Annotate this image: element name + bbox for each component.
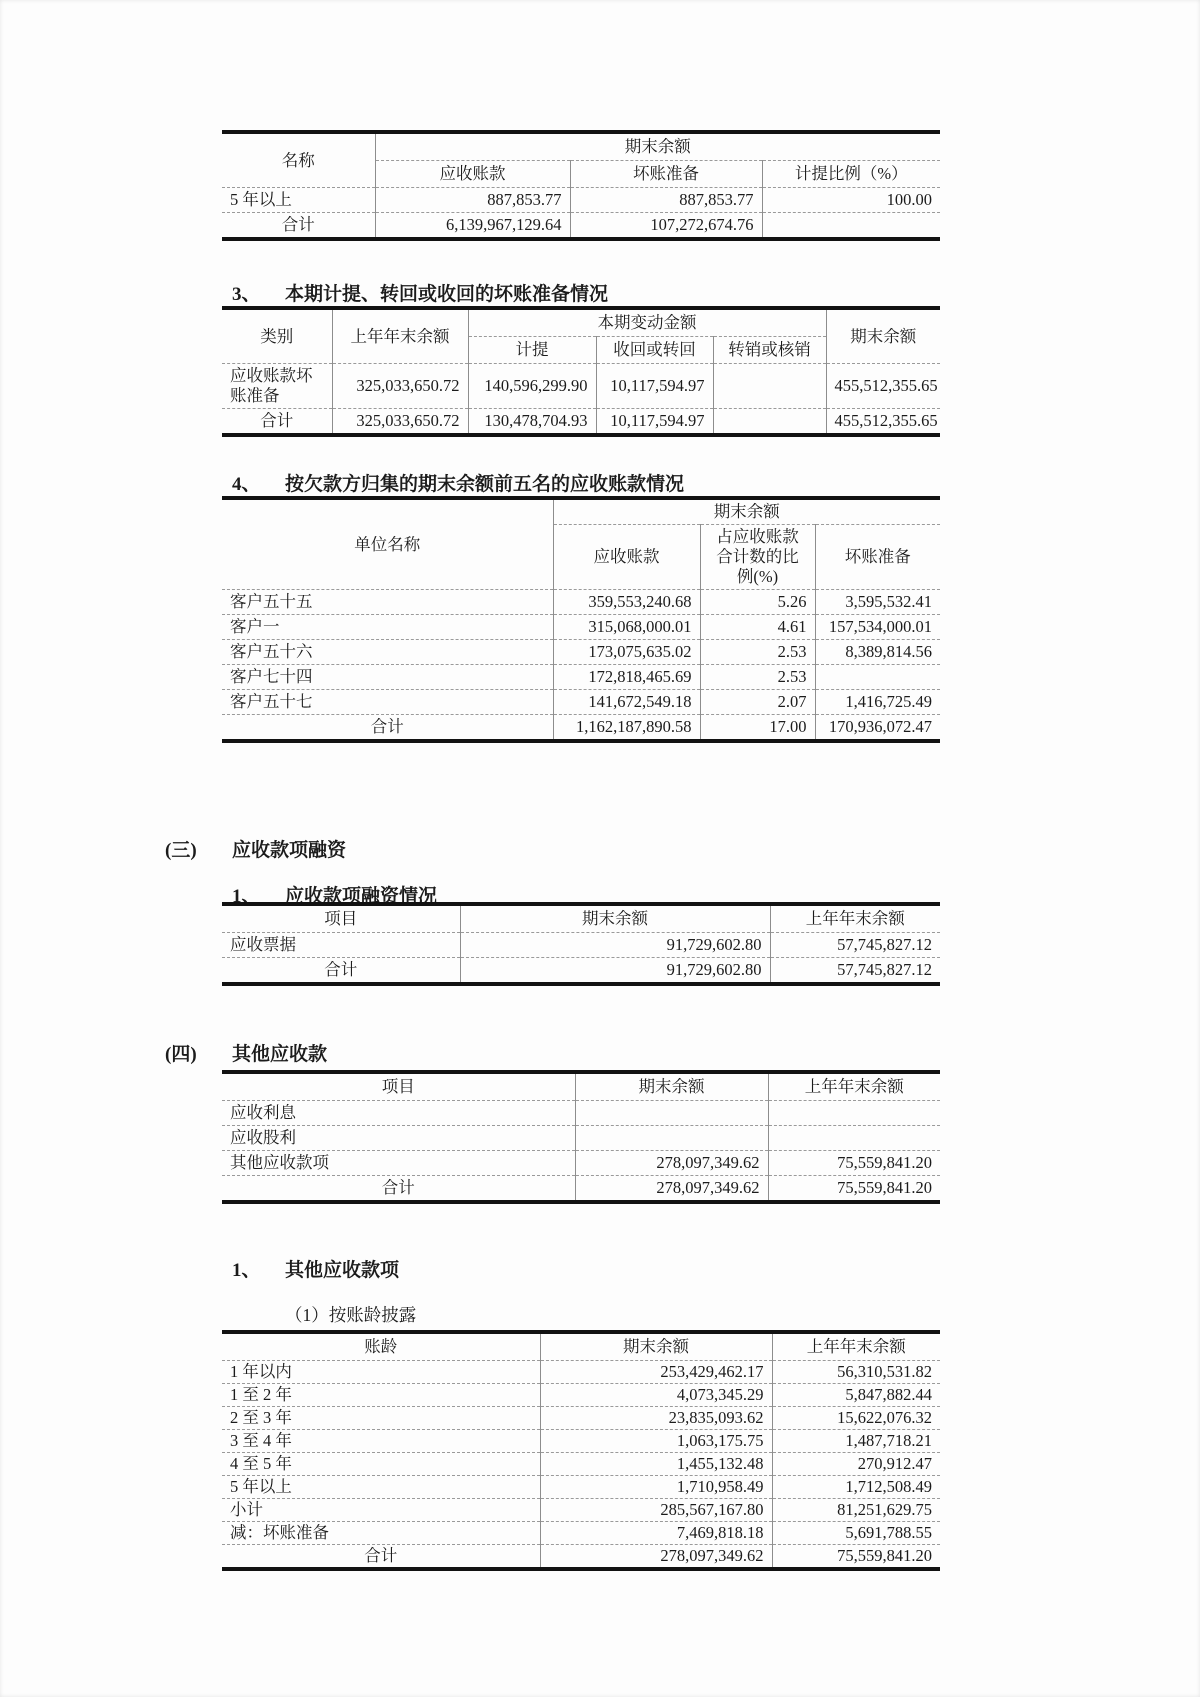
header-row — [222, 132, 940, 161]
cell-value — [768, 1101, 940, 1126]
table-row — [222, 615, 940, 640]
total-row — [222, 1176, 940, 1203]
cell-label: 5 年以上 — [222, 188, 375, 213]
cell-label: 合计 — [222, 715, 553, 742]
cell-label: 1 年以内 — [222, 1361, 540, 1384]
section-number: (四) — [165, 1044, 197, 1065]
cell-value: 172,818,465.69 — [553, 665, 700, 690]
cell-value: 278,097,349.62 — [575, 1176, 768, 1203]
table-row — [222, 1522, 940, 1545]
cell-label: 合计 — [222, 958, 460, 985]
total-row — [222, 409, 940, 436]
table-row — [222, 1476, 940, 1499]
cell-value: 325,033,650.72 — [332, 409, 468, 436]
cell-value: 170,936,072.47 — [815, 715, 940, 742]
section-title: 按欠款方归集的期末余额前五名的应收账款情况 — [285, 474, 685, 495]
total-row — [222, 958, 940, 985]
cell-value: 1,162,187,890.58 — [553, 715, 700, 742]
table-other-receivables-aging — [222, 1330, 940, 1571]
table-top5-receivables — [222, 496, 940, 743]
cell-value: 75,559,841.20 — [772, 1545, 940, 1570]
column-header-period-end-balance: 期末余额 — [375, 132, 940, 161]
cell-value: 75,559,841.20 — [768, 1176, 940, 1203]
header-row — [222, 1332, 940, 1361]
cell-value: 887,853.77 — [375, 188, 570, 213]
cell-value: 23,835,093.62 — [540, 1407, 772, 1430]
section-title: 本期计提、转回或收回的坏账准备情况 — [285, 284, 609, 305]
cell-label: 1 至 2 年 — [222, 1384, 540, 1407]
cell-label: 应收账款坏账准备 — [222, 364, 332, 409]
section-title: 其他应收款 — [232, 1044, 328, 1065]
total-row — [222, 715, 940, 742]
cell-value: 10,117,594.97 — [596, 409, 713, 436]
cell-value: 57,745,827.12 — [770, 933, 940, 958]
cell-value: 455,512,355.65 — [826, 364, 940, 409]
cell-value — [713, 409, 826, 436]
cell-value: 130,478,704.93 — [468, 409, 596, 436]
cell-value: 3,595,532.41 — [815, 590, 940, 615]
cell-value: 359,553,240.68 — [553, 590, 700, 615]
column-header-period-end-balance: 期末余额 — [575, 1072, 768, 1101]
cell-value: 2.07 — [700, 690, 815, 715]
table-receivables-financing — [222, 902, 940, 986]
header-row — [222, 1072, 940, 1101]
column-header-provision: 计提 — [468, 337, 596, 364]
table-row — [222, 1430, 940, 1453]
cell-value: 100.00 — [762, 188, 940, 213]
table-row — [222, 1361, 940, 1384]
cell-label: 减：坏账准备 — [222, 1522, 540, 1545]
column-header-bad-debt-provision: 坏账准备 — [570, 161, 762, 188]
column-header-provision-ratio: 计提比例（%） — [762, 161, 940, 188]
cell-value: 5.26 — [700, 590, 815, 615]
table-row — [222, 1407, 940, 1430]
column-header-item: 项目 — [324, 909, 358, 928]
column-header-period-end-balance: 期末余额 — [826, 308, 940, 364]
cell-value: 5,691,788.55 — [772, 1522, 940, 1545]
column-header-period-end-balance: 期末余额 — [540, 1332, 772, 1361]
table-bad-debt-provision-changes — [222, 306, 940, 437]
cell-value: 1,712,508.49 — [772, 1476, 940, 1499]
table-row — [222, 590, 940, 615]
column-header-written-off: 转销或核销 — [713, 337, 826, 364]
cell-value: 107,272,674.76 — [570, 213, 762, 240]
cell-label: 应收利息 — [222, 1101, 575, 1126]
cell-value: 1,487,718.21 — [772, 1430, 940, 1453]
cell-value: 15,622,076.32 — [772, 1407, 940, 1430]
cell-value — [768, 1126, 940, 1151]
cell-value: 285,567,167.80 — [540, 1499, 772, 1522]
table-aging-over-5y — [222, 130, 940, 241]
cell-value — [815, 665, 940, 690]
total-row — [222, 1545, 940, 1570]
section-heading-iii — [165, 835, 346, 862]
cell-value: 1,710,958.49 — [540, 1476, 772, 1499]
cell-value: 6,139,967,129.64 — [375, 213, 570, 240]
cell-value: 253,429,462.17 — [540, 1361, 772, 1384]
section-heading-iv-1 — [232, 1255, 399, 1282]
subtotal-row — [222, 1499, 940, 1522]
cell-value: 887,853.77 — [570, 188, 762, 213]
table-row — [222, 1384, 940, 1407]
cell-label: 2 至 3 年 — [222, 1407, 540, 1430]
cell-value: 57,745,827.12 — [770, 958, 940, 985]
cell-value: 173,075,635.02 — [553, 640, 700, 665]
cell-value: 81,251,629.75 — [772, 1499, 940, 1522]
column-header-accounts-receivable: 应收账款 — [375, 161, 570, 188]
cell-value: 325,033,650.72 — [332, 364, 468, 409]
table-row — [222, 1126, 940, 1151]
cell-value: 455,512,355.65 — [826, 409, 940, 436]
section-number: 4、 — [232, 474, 261, 495]
cell-label: 合计 — [222, 1545, 540, 1570]
cell-value: 278,097,349.62 — [575, 1151, 768, 1176]
section-heading-4 — [232, 469, 684, 496]
cell-value: 140,596,299.90 — [468, 364, 596, 409]
cell-value: 278,097,349.62 — [540, 1545, 772, 1570]
column-header-recovered-or-reversed: 收回或转回 — [596, 337, 713, 364]
cell-label: 客户五十六 — [222, 640, 553, 665]
table-row — [222, 1151, 940, 1176]
column-header-entity-name: 单位名称 — [354, 534, 421, 554]
cell-label: 应收股利 — [222, 1126, 575, 1151]
section-number: 3、 — [232, 284, 261, 305]
cell-label: 客户一 — [222, 615, 553, 640]
column-header-ratio-of-total: 占应收账款合计数的比例(%) — [700, 525, 815, 590]
column-header-name: 名称 — [281, 150, 315, 170]
cell-value: 5,847,882.44 — [772, 1384, 940, 1407]
cell-label: 合计 — [222, 1176, 575, 1203]
table-row — [222, 933, 940, 958]
section-title: 应收款项融资情况 — [285, 886, 438, 907]
section-heading-3 — [232, 279, 608, 306]
table-other-receivables — [222, 1070, 940, 1204]
cell-value: 2.53 — [700, 640, 815, 665]
cell-value: 270,912.47 — [772, 1453, 940, 1476]
subsection-heading-aging-disclosure: （1）按账龄披露 — [285, 1305, 417, 1325]
cell-value: 4.61 — [700, 615, 815, 640]
cell-value: 91,729,602.80 — [460, 958, 770, 985]
cell-value: 2.53 — [700, 665, 815, 690]
section-title: 应收款项融资 — [232, 840, 347, 861]
column-header-accounts-receivable: 应收账款 — [553, 525, 700, 590]
cell-value: 8,389,814.56 — [815, 640, 940, 665]
section-title: 其他应收款项 — [285, 1260, 400, 1281]
cell-value — [713, 364, 826, 409]
cell-value — [762, 213, 940, 240]
cell-value: 1,455,132.48 — [540, 1453, 772, 1476]
cell-value: 315,068,000.01 — [553, 615, 700, 640]
cell-label: 客户五十七 — [222, 690, 553, 715]
table-row — [222, 188, 940, 213]
section-number: (三) — [165, 840, 197, 861]
cell-value — [575, 1126, 768, 1151]
cell-label: 其他应收款项 — [222, 1151, 575, 1176]
cell-value: 91,729,602.80 — [460, 933, 770, 958]
table-row — [222, 640, 940, 665]
table-row — [222, 665, 940, 690]
table-row — [222, 364, 940, 409]
cell-label: 3 至 4 年 — [222, 1430, 540, 1453]
cell-value: 157,534,000.01 — [815, 615, 940, 640]
column-header-current-period-changes: 本期变动金额 — [468, 308, 826, 337]
column-header-prior-year-end-balance: 上年年末余额 — [332, 308, 468, 364]
table-row — [222, 1101, 940, 1126]
table-row — [222, 1453, 940, 1476]
column-header-item: 项目 — [381, 1077, 415, 1096]
cell-label: 客户七十四 — [222, 665, 553, 690]
column-header-prior-year-end-balance: 上年年末余额 — [770, 904, 940, 933]
table-row — [222, 690, 940, 715]
column-header-category: 类别 — [260, 326, 294, 346]
column-header-period-end-balance: 期末余额 — [460, 904, 770, 933]
column-header-prior-year-end-balance: 上年年末余额 — [768, 1072, 940, 1101]
cell-value: 1,063,175.75 — [540, 1430, 772, 1453]
header-row — [222, 498, 940, 525]
cell-value: 56,310,531.82 — [772, 1361, 940, 1384]
cell-label: 合计 — [222, 213, 375, 240]
header-row — [222, 308, 940, 337]
column-header-prior-year-end-balance: 上年年末余额 — [772, 1332, 940, 1361]
section-heading-iv — [165, 1039, 327, 1066]
header-row — [222, 904, 940, 933]
section-number: 1、 — [232, 1260, 261, 1281]
cell-value: 4,073,345.29 — [540, 1384, 772, 1407]
cell-value: 1,416,725.49 — [815, 690, 940, 715]
cell-label: 客户五十五 — [222, 590, 553, 615]
cell-label: 4 至 5 年 — [222, 1453, 540, 1476]
cell-label: 合计 — [222, 409, 332, 436]
cell-label: 应收票据 — [222, 933, 460, 958]
cell-value: 10,117,594.97 — [596, 364, 713, 409]
cell-value: 75,559,841.20 — [768, 1151, 940, 1176]
cell-value — [575, 1101, 768, 1126]
cell-value: 7,469,818.18 — [540, 1522, 772, 1545]
cell-value: 17.00 — [700, 715, 815, 742]
cell-value: 141,672,549.18 — [553, 690, 700, 715]
section-number: 1、 — [232, 886, 261, 907]
total-row — [222, 213, 940, 240]
column-header-period-end-balance: 期末余额 — [553, 498, 940, 525]
cell-label: 5 年以上 — [222, 1476, 540, 1499]
column-header-aging: 账龄 — [364, 1337, 398, 1356]
column-header-bad-debt-provision: 坏账准备 — [815, 525, 940, 590]
cell-label: 小计 — [222, 1499, 540, 1522]
